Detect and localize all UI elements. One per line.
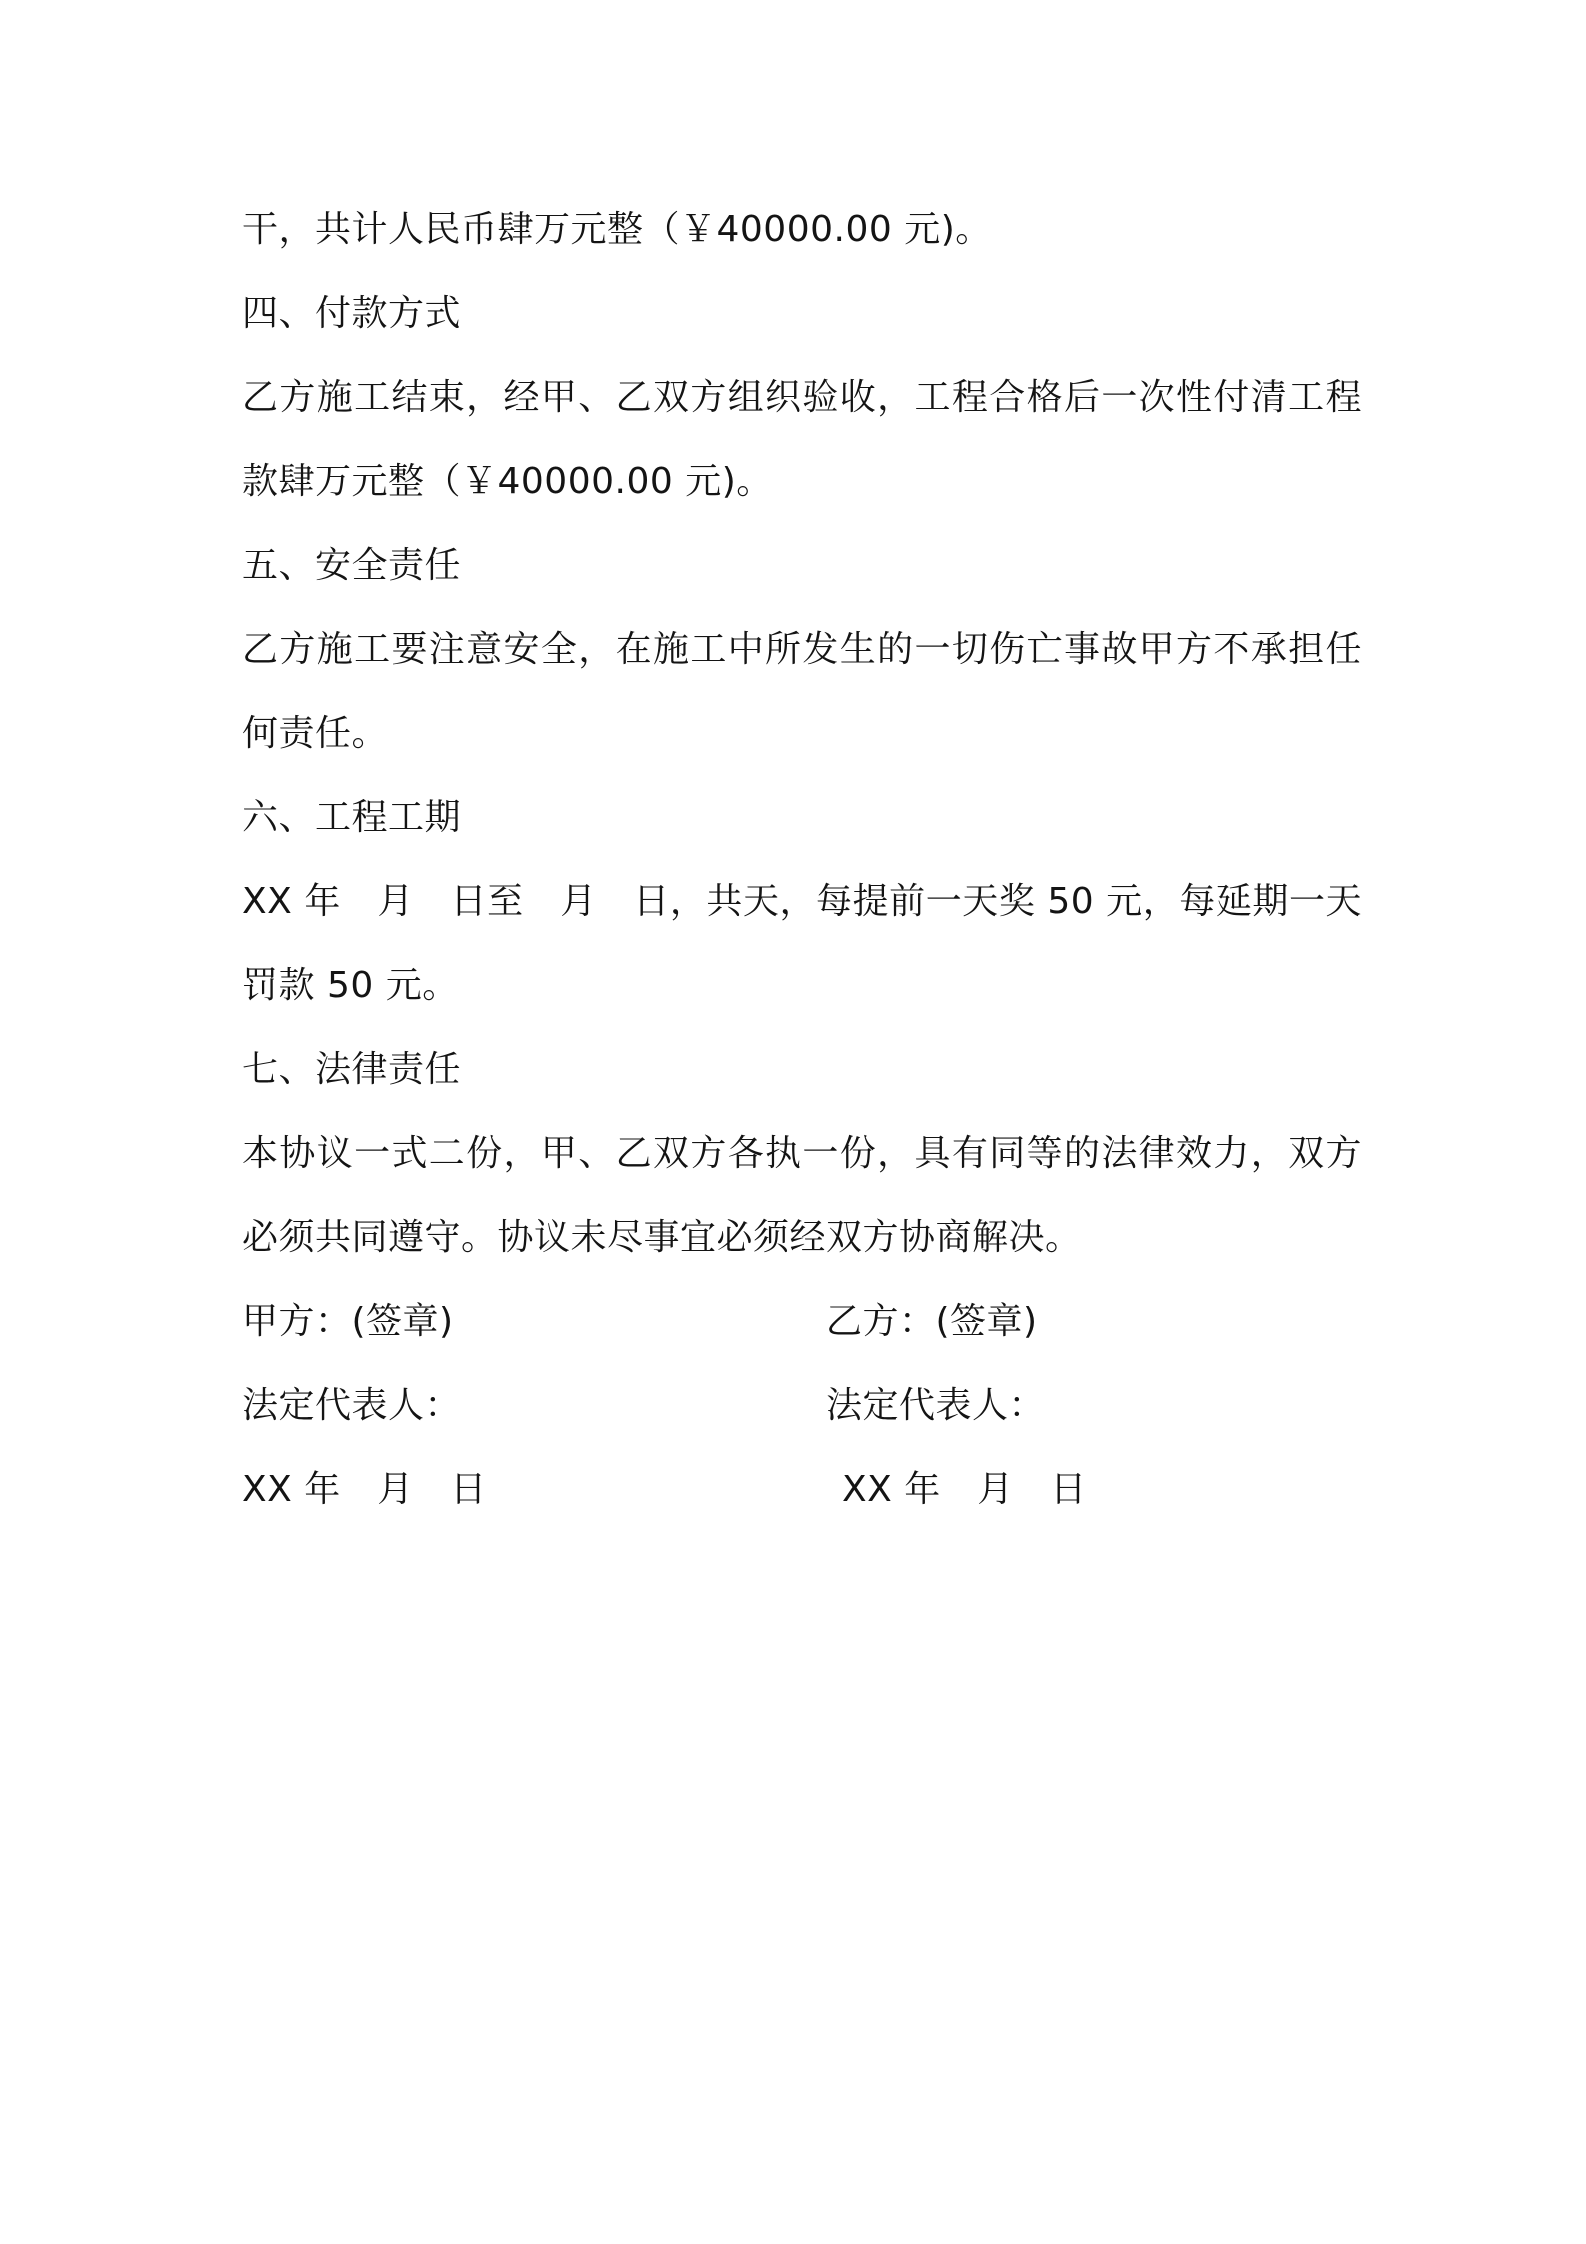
safety-paragraph-line-1: 乙方施工要注意安全，在施工中所发生的一切伤亡事故甲方不承担任 <box>242 629 1362 670</box>
safety-paragraph-line-2: 何责任。 <box>242 713 389 754</box>
payment-paragraph-line-2: 款肆万元整（￥40000.00 元)。 <box>242 461 773 502</box>
heading-legal-responsibility: 七、法律责任 <box>242 1049 462 1090</box>
schedule-paragraph-line-2: 罚款 50 元。 <box>242 965 459 1006</box>
party-a-legal-representative: 法定代表人： <box>242 1385 462 1426</box>
payment-paragraph-line-1: 乙方施工结束，经甲、乙双方组织验收，工程合格后一次性付清工程 <box>242 377 1362 418</box>
clause-3-amount-line: 干，共计人民币肆万元整（￥40000.00 元)。 <box>242 209 992 250</box>
party-a-date: XX 年 月 日 <box>242 1469 487 1510</box>
party-b-legal-representative: 法定代表人： <box>826 1385 1046 1426</box>
legal-paragraph-line-2: 必须共同遵守。协议未尽事宜必须经双方协商解决。 <box>242 1217 1082 1258</box>
schedule-paragraph-line-1: XX 年 月 日至 月 日，共天，每提前一天奖 50 元，每延期一天 <box>242 881 1362 922</box>
legal-paragraph-line-1: 本协议一式二份，甲、乙双方各执一份，具有同等的法律效力，双方 <box>242 1133 1362 1174</box>
heading-payment-method: 四、付款方式 <box>242 293 462 334</box>
party-a-seal: 甲方：(签章) <box>242 1301 454 1342</box>
party-b-seal: 乙方：(签章) <box>826 1301 1038 1342</box>
heading-project-schedule: 六、工程工期 <box>242 797 462 838</box>
heading-safety-responsibility: 五、安全责任 <box>242 545 462 586</box>
party-b-date: XX 年 月 日 <box>842 1469 1087 1510</box>
